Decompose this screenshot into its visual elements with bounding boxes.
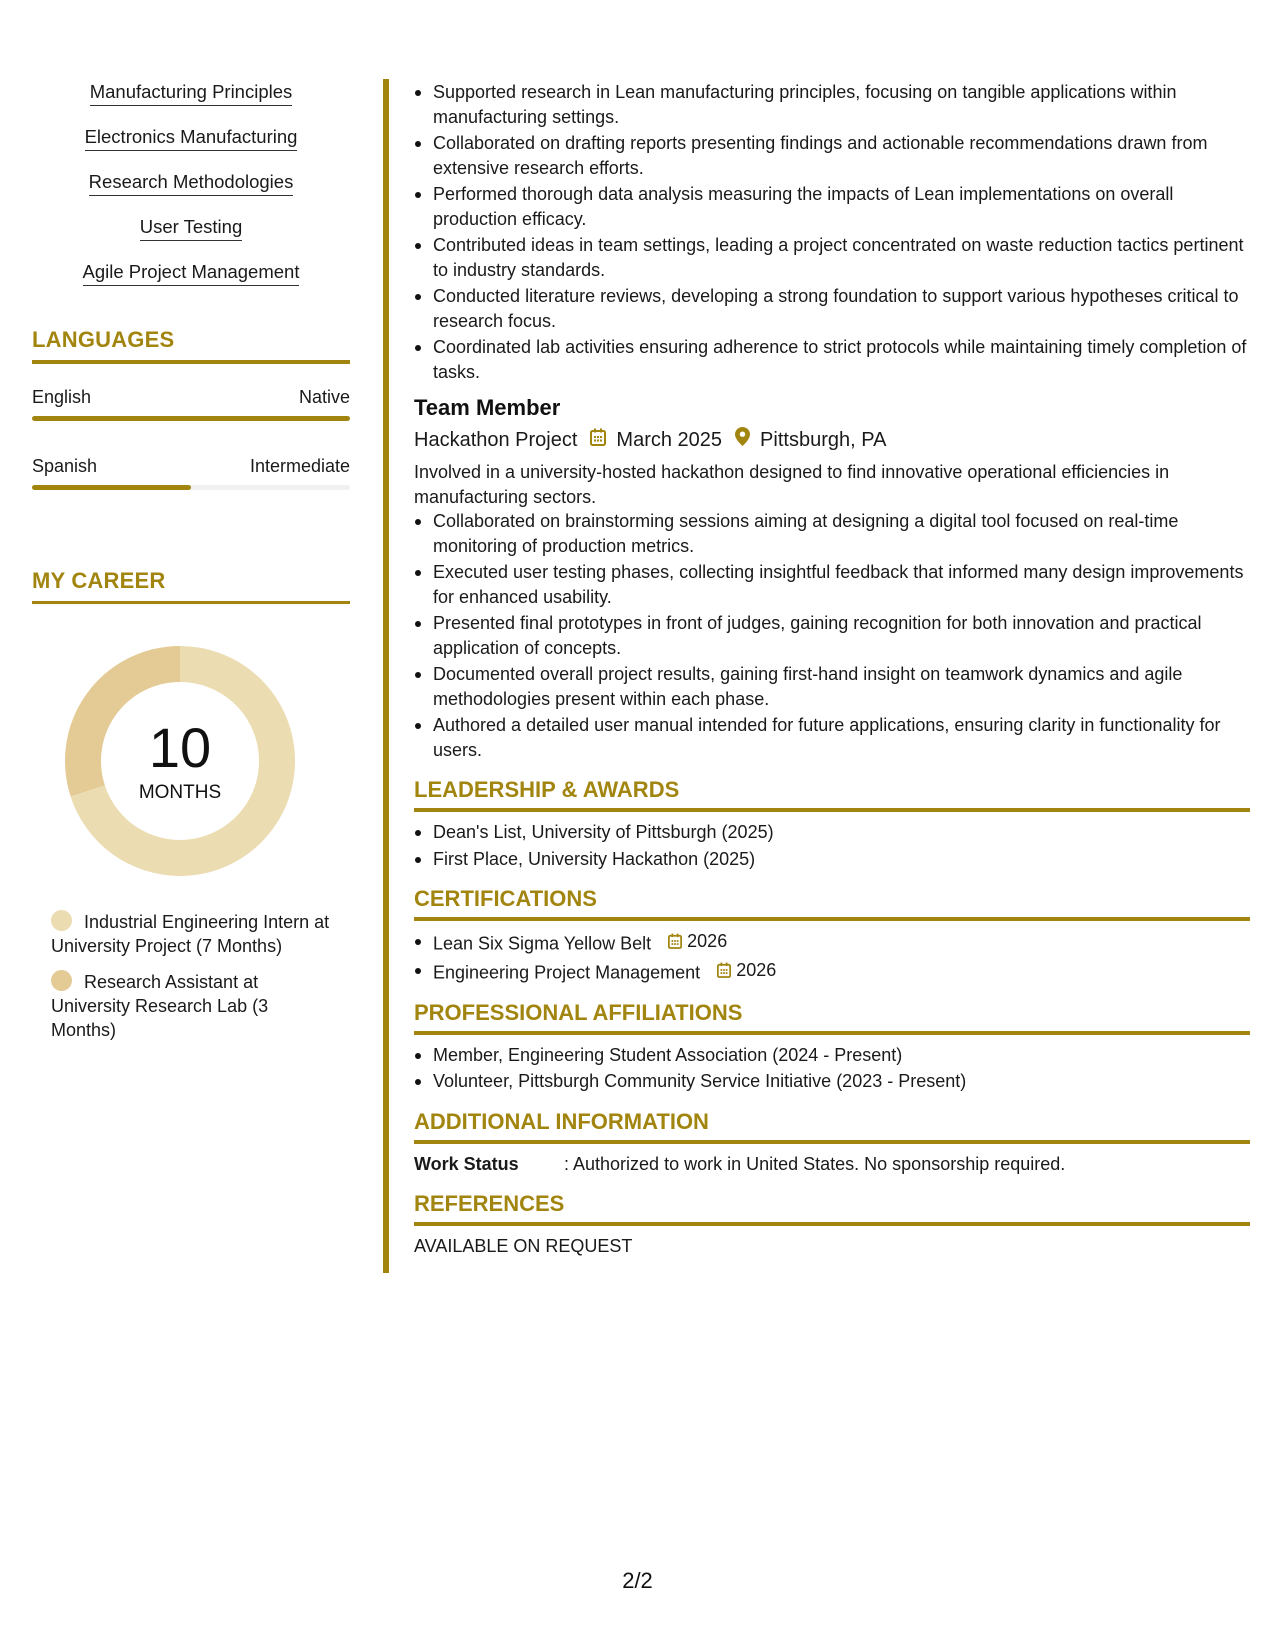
additional-info-title: ADDITIONAL INFORMATION [414, 1108, 709, 1134]
job-bullets [414, 509, 1250, 762]
list-item: Coordinated lab activities ensuring adherence to strict protocols while maintaining timely completion of tasks. [414, 335, 1250, 384]
calendar-icon [590, 426, 606, 454]
list-item: Performed thorough data analysis measuring the impacts of Lean implementations on overall production efficacy. [414, 182, 1250, 231]
legend-item [51, 910, 331, 958]
language-level: Intermediate [249, 456, 350, 476]
list-item: Supported research in Lean manufacturing principles, focusing on tangible applications within manufacturing settings. [414, 80, 1250, 129]
cert-year: 2026 [736, 959, 777, 980]
list-item: First Place, University Hackathon (2025) [414, 847, 1250, 872]
list-item: Dean's List, University of Pittsburgh (2025) [414, 820, 1250, 845]
language-item [32, 455, 350, 490]
languages-title: LANGUAGES [32, 327, 175, 352]
references-title: REFERENCES [414, 1191, 565, 1216]
references-text: AVAILABLE ON REQUEST [414, 1236, 633, 1256]
list-item: Member, Engineering Student Association (2024 - Present) [414, 1043, 1250, 1068]
additional-info-section [414, 1108, 1250, 1177]
section-divider [32, 601, 350, 604]
map-pin-icon [735, 426, 750, 454]
list-item: Executed user testing phases, collecting insightful feedback that informed many design improvements for enhanced usability. [414, 560, 1250, 609]
skill-item: Electronics Manufacturing [85, 125, 298, 151]
skill-item: Manufacturing Principles [90, 80, 293, 106]
awards-title: LEADERSHIP & AWARDS [414, 777, 680, 802]
work-status-label: Work Status [414, 1153, 519, 1174]
work-status-value: : Authorized to work in United States. No sponsorship required. [564, 1153, 1066, 1174]
job-entry [414, 394, 1250, 762]
career-total-unit: MONTHS [138, 782, 222, 803]
sidebar [32, 80, 350, 1054]
list-item [414, 929, 1250, 956]
career-title: MY CAREER [32, 568, 166, 593]
list-item: Conducted literature reviews, developing a strong foundation to support various hypotheses critical to research focus. [414, 284, 1250, 333]
language-name: Spanish [32, 456, 98, 476]
calendar-icon [717, 962, 731, 978]
job-description: Involved in a university-hosted hackathon designed to find innovative operational efficiencies in manufacturing sectors. [414, 462, 1170, 507]
list-item: Presented final prototypes in front of judges, gaining recognition for both innovation and practical application of concepts. [414, 611, 1250, 660]
affiliations-title: PROFESSIONAL AFFILIATIONS [414, 999, 743, 1025]
previous-job-bullets [414, 80, 1250, 384]
list-item: Volunteer, Pittsburgh Community Service Initiative (2023 - Present) [414, 1069, 1250, 1094]
job-date: March 2025 [616, 429, 723, 451]
legend-label: Research Assistant at University Research Lab (3 Months) [51, 972, 269, 1040]
column-divider [383, 79, 389, 1273]
career-legend [51, 910, 331, 1042]
career-section [32, 568, 350, 1042]
languages-section [32, 327, 350, 490]
cert-name: Lean Six Sigma Yellow Belt [433, 933, 652, 954]
awards-section [414, 776, 1250, 871]
legend-item [51, 970, 331, 1042]
list-item: Documented overall project results, gaining first-hand insight on teamwork dynamics and agile methodologies present within each phase. [414, 662, 1250, 711]
legend-swatch [51, 910, 72, 931]
main-content [414, 80, 1250, 1259]
section-divider [414, 1031, 1250, 1035]
language-name: English [32, 387, 92, 407]
language-item [32, 386, 350, 421]
references-section [414, 1190, 1250, 1259]
section-divider [414, 917, 1250, 921]
career-donut-chart [65, 646, 295, 876]
cert-name: Engineering Project Management [433, 962, 701, 982]
career-total-number: 10 [148, 716, 212, 779]
job-meta [414, 426, 1250, 454]
certifications-title: CERTIFICATIONS [414, 886, 597, 911]
skill-item: Agile Project Management [83, 260, 300, 286]
section-divider [32, 360, 350, 364]
skills-list [32, 80, 350, 305]
language-bar-fill [32, 416, 350, 421]
legend-swatch [51, 970, 72, 991]
section-divider [414, 1140, 1250, 1144]
calendar-icon [668, 933, 682, 949]
job-company: Hackathon Project [414, 429, 578, 451]
job-location: Pittsburgh, PA [760, 429, 887, 451]
list-item [414, 958, 1250, 985]
list-item: Authored a detailed user manual intended for future applications, ensuring clarity in functionality for users. [414, 713, 1250, 762]
section-divider [414, 1222, 1250, 1226]
list-item: Collaborated on drafting reports presenting findings and actionable recommendations drawn from extensive research efforts. [414, 131, 1250, 180]
list-item: Contributed ideas in team settings, leading a project concentrated on waste reduction tactics pertinent to industry standards. [414, 233, 1250, 282]
page-number: 2/2 [622, 1568, 653, 1593]
language-bar [32, 416, 350, 421]
affiliations-section [414, 999, 1250, 1094]
cert-year: 2026 [687, 931, 728, 951]
certifications-section [414, 885, 1250, 985]
legend-label: Industrial Engineering Intern at University Project (7 Months) [51, 912, 330, 956]
job-title: Team Member [414, 395, 561, 420]
skill-item: User Testing [140, 215, 242, 241]
language-bar-fill [32, 485, 191, 490]
language-bar [32, 485, 350, 490]
language-level: Native [298, 387, 350, 407]
list-item: Collaborated on brainstorming sessions aiming at designing a digital tool focused on real-time monitoring of production metrics. [414, 509, 1250, 558]
skill-item: Research Methodologies [89, 170, 294, 196]
section-divider [414, 808, 1250, 812]
